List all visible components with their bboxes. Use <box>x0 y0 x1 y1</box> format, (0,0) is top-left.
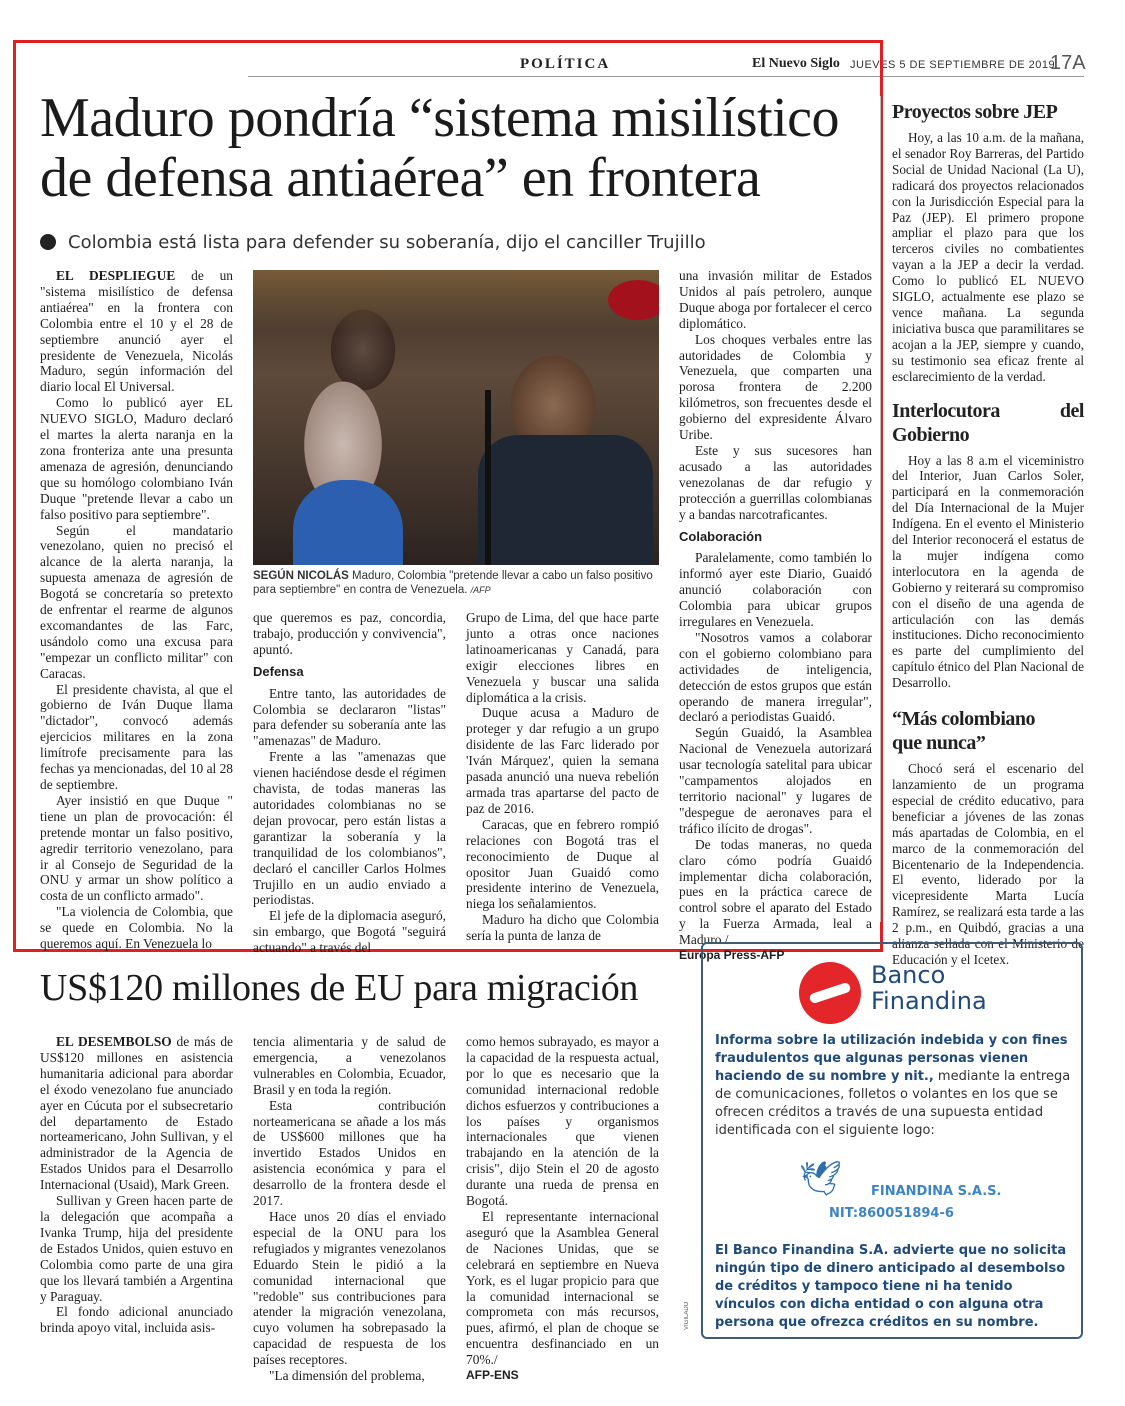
newspaper-name: El Nuevo Siglo <box>752 56 840 71</box>
bullet-icon <box>40 234 56 250</box>
paragraph: "La dimensión del problema, <box>269 1368 425 1384</box>
paragraph: como hemos subrayado, es mayor a la capacidad de la respuesta actual, por lo que es necesario que la comunidad internacional redoble dichos esfuerzos y contribuciones a los países y organismos internacionales que vienen trabajando en la atención de la crisis", dijo Stein el 20 de agosto durante una rueda de prensa en Bogotá. <box>466 1034 659 1209</box>
fake-entity-name: FINANDINA S.A.S. <box>871 1184 1002 1199</box>
article-column-2 <box>253 610 446 956</box>
news-photo <box>253 270 659 565</box>
bank-name: Banco Finandina <box>871 961 987 1015</box>
paragraph: El representante internacional aseguró que la Asamblea General de Naciones Unidas, que se celebrará en septiembre en Nueva York, es el lugar propicio para que la comunidad internacional se comprometa con más recursos, pues, afirmó, el plan de choque se encuentra desfinanciado en un 70%./ <box>466 1208 659 1368</box>
headline-line-1: Maduro pondría “sistema misilístico <box>40 87 840 149</box>
lead-in: EL DESEMBOLSO <box>56 1034 172 1049</box>
paragraph: que queremos es paz, concordia, trabajo, producción y convivencia", apuntó. <box>253 610 446 657</box>
brief-text: Hoy a las 8 a.m el viceministro del Interior, Juan Carlos Soler, participará en la conmemoración del Día Internacional de la Mujer Indígena. En el evento el Ministerio del Interior reconocerá el estatus de la mujer indígena como interlocutora en la agenda de Gobierno y reiterará su compromiso con el diseño de una agenda de articulación con las demás instituciones. Dicho reconocimiento es parte del cumplimiento del capítulo étnico del Plan Nacional de Desarrollo. <box>892 452 1084 691</box>
ad-warning: El Banco Finandina S.A. advierte que no solicita ningún tipo de dinero anticipado al desembolso de créditos y tampoco tiene ni ha tenido vínculos con dicha entidad o con alguna otra persona que ofrezca créditos en su nombre. <box>715 1243 1067 1330</box>
section-label: POLÍTICA <box>520 56 611 72</box>
subhead-colaboracion: Colaboración <box>679 528 763 544</box>
second-headline: US$120 millones de EU para migración <box>40 967 639 1009</box>
paragraph: de un "sistema misilístico de defensa antiaérea" en la frontera con Colombia entre el 10 y el 28 de septiembre anunció ayer el presidente de Venezuela, Nicolás Maduro, según información del diario local El Universal. <box>40 268 233 395</box>
paragraph: "La violencia de Colombia, que se quede en Colombia. No la queremos aquí. En Venezuela lo <box>40 904 233 952</box>
bird-logo-icon: 🕊 <box>799 1161 843 1198</box>
brief-text: Hoy, a las 10 a.m. de la mañana, el senador Roy Barreras, del Partido Social de Unidad Nacional (La U), radicará dos proyectos relacionados con la Jurisdicción Especial para la Paz (JEP). El primero propone ampliar el plazo para que los terceros civiles no combatientes vayan a la JEP a decir la verdad. Como lo publicó EL NUEVO SIGLO, actualmente ese plazo se vence mañana. La segunda iniciativa busca que paramilitares se acojan a la JEP, siempre y cuando, su testimonio sea eficaz frente al esclarecimiento de la verdad. <box>892 130 1084 384</box>
caption-text: Maduro, Colombia "pretende llevar a cabo un falso positivo para septiembre" en contra de Venezuela. <box>253 570 653 596</box>
brief-heading: Proyectos sobre JEP <box>892 101 1058 123</box>
paragraph: tencia alimentaria y de salud de emergencia, a venezolanos vulnerables en Colombia, Ecuador, Brasil y en toda la región. <box>253 1034 446 1097</box>
sidebar-briefs <box>892 100 1084 968</box>
paragraph: Hace unos 20 días el enviado especial de la ONU para los refugiados y migrantes venezolanos Eduardo Stein le pidió a la comunidad internacional que "redoble" sus contribuciones para atender la migración venezolana, cuyo volumen ha sobrepasado la capacidad de respuesta de los países receptores. <box>253 1208 446 1368</box>
paragraph: De todas maneras, no queda claro cómo podría Guaidó implementar dicha colaboración, pues en la práctica carece de control sobre el aparato del Estado y la Fuerza Armada, leal a Maduro./ <box>679 836 872 948</box>
paragraph: una invasión militar de Estados Unidos al país petrolero, aunque Duque aboga por fortalecer el cerco diplomático. <box>679 268 872 331</box>
photo-credit: /AFP <box>470 585 491 595</box>
paragraph: "Nosotros vamos a colaborar con el gobierno colombiano para actividades de inteligencia, detección de estos grupos que están operando de manera irregular", declaró a periodistas Guaidó. <box>679 629 872 725</box>
caption-lead: SEGÚN NICOLÁS <box>253 570 349 582</box>
subhead-defensa: Defensa <box>253 663 304 679</box>
second-column-1 <box>40 1034 233 1336</box>
paragraph: Según Guaidó, la Asamblea Nacional de Venezuela autorizará usar tecnología satelital para ubicar "campamentos alojados en territorio nacional" y lugares de "despegue de aeronaves para el tráfico ilícito de drogas". <box>679 725 872 836</box>
vigilado-mark: VIGILADO <box>684 1301 690 1330</box>
byline: AFP-ENS <box>466 1368 519 1383</box>
second-column-3 <box>466 1034 659 1384</box>
paragraph: Frente a las "amenazas que vienen haciéndose desde el régimen chavista, de todas maneras las autoridades colombianas no se dejan provocar, pero están listas a garantizar la soberanía y la tranquilidad de los colombianos", declaró el canciller Carlos Holmes Trujillo en un audio enviado a periodistas. <box>253 749 446 908</box>
fake-entity-nit: NIT:860051894-6 <box>829 1206 954 1221</box>
paragraph: Ayer insistió en que Duque " tiene un plan de provocación: él pretende montar un falso positivo, agredir territorio venezolano, para ir al Consejo de Seguridad de la ONU y armar un show político a costa de un conflicto armado". <box>40 792 233 904</box>
paragraph: Esta contribución norteamericana se añade a los más de US$600 millones que ha invertido Estados Unidos en asistencia económica y para el desarrollo de la frontera desde el 2017. <box>253 1097 446 1209</box>
paragraph: Entre tanto, las autoridades de Colombia se declararon "listas" para defender su soberanía ante las "amenazas" de Maduro. <box>253 685 446 749</box>
photo-caption <box>253 569 659 597</box>
paragraph: de más de US$120 millones en asistencia humanitaria adicional para abordar el éxodo venezolano fue anunciado ayer en Cúcuta por el subsecretario del departamento de Estado norteamericano, John Sullivan, y el administrador de la Agencia de Estados Unidos para el Desarrollo Internacional (Usaid), Mark Green. <box>40 1034 233 1193</box>
brief-heading-line: “Más colombiano <box>892 708 1036 731</box>
paragraph: El jefe de la diplomacia aseguró, sin embargo, que Bogotá "seguirá actuando" a través del <box>253 908 446 956</box>
page-number: 17A <box>1050 52 1086 74</box>
lead-in: EL DESPLIEGUE <box>56 268 176 283</box>
article-column-1 <box>40 268 233 952</box>
byline: Europa Press-AFP <box>679 948 785 963</box>
article-column-4 <box>679 268 872 964</box>
issue-date: JUEVES 5 DE SEPTIEMBRE DE 2019 <box>850 59 1056 71</box>
brief-heading: Interlocutora del Gobierno <box>892 399 1084 446</box>
second-column-2 <box>253 1034 446 1384</box>
paragraph: Este y sus sucesores han acusado a las autoridades venezolanas de dar refugio y protección a guerrillas colombianas y a bandas narcotraficantes. <box>679 442 872 522</box>
paragraph: Duque acusa a Maduro de proteger y dar refugio a un grupo disidente de las Farc liderado por 'Iván Márquez', quien la semana pasada anunció una nueva rebelión armada tras apartarse del pacto de paz de 2016. <box>466 705 659 816</box>
paragraph: Como lo publicó ayer EL NUEVO SIGLO, Maduro declaró el martes la alerta naranja en la zona fronteriza ante una presunta amenaza de agresión, denunciando que su homólogo colombiano Iván Duque "pretende llevar a cabo un falso positivo para septiembre". <box>40 395 233 522</box>
article-column-3 <box>466 610 659 944</box>
brief-heading-line: que nunca” <box>892 732 986 755</box>
paragraph: Grupo de Lima, del que hace parte junto a otras once naciones latinoamericanas y Canadá, para exigir elecciones libres en Venezuela y buscar una salida diplomática a la crisis. <box>466 610 659 705</box>
bank-logo-icon <box>799 962 861 1024</box>
paragraph: Caracas, que en febrero rompió relaciones con Bogotá tras el reconocimiento de Duque al opositor Juan Guaidó como presidente interino de Venezuela, niega los señalamientos. <box>466 816 659 912</box>
main-headline <box>40 88 870 208</box>
ad-notice: Informa sobre la utilización indebida y con fines fraudulentos que algunas personas vienen haciendo de su nombre y nit., mediante la entrega de comunicaciones, folletos o volantes en los que se ofrecen créditos a través de una supuesta entidad identificada con el siguiente logo: <box>715 1033 1071 1138</box>
subheadline-text: Colombia está lista para defender su soberanía, dijo el canciller Trujillo <box>68 232 706 253</box>
sidebar-divider <box>880 96 881 922</box>
paragraph: El presidente chavista, al que el gobierno de Iván Duque llama "dictador", convocó además ejercicios militares en la zona limítrofe precisamente para las fechas ya mencionadas, del 10 al 28 de septiembre. <box>40 681 233 792</box>
bank-advertisement <box>701 942 1083 1339</box>
headline-line-2: de defensa antiaérea” en frontera <box>40 147 761 209</box>
paragraph: Paralelamente, como también lo informó ayer este Diario, Guaidó anunció colaboración con Colombia para ubicar grupos irregulares en Venezuela. <box>679 550 872 630</box>
paragraph: Según el mandatario venezolano, quien no precisó el alcance de la alerta naranja, la supuesta amenaza de agresión de Bogotá se concretaría so pretexto de enfrentar el rearme de algunos excomandantes de las Farc, usándolo como una excusa para "empezar un conflicto militar" con Caracas. <box>40 522 233 681</box>
paragraph: Los choques verbales entre las autoridades de Colombia y Venezuela, que comparten una porosa frontera de 2.200 kilómetros, son frecuentes desde el gobierno del expresidente Álvaro Uribe. <box>679 331 872 443</box>
brief-text: Chocó será el escenario del lanzamiento de un programa especial de crédito educativo, para beneficiar a jóvenes de las zonas más apartadas de Colombia, en el marco de la conmemoración del Bicentenario de la Independencia. El evento, liderado por la vicepresidente Marta Lucía Ramírez, se realizará esta tarde a las 2 p.m., en Quibdó, gracias a una alianza sellada con el Ministerio de Educación y el Icetex. <box>892 761 1084 967</box>
paragraph: Maduro ha dicho que Colombia sería la punta de lanza de <box>466 912 659 944</box>
paragraph: Sullivan y Green hacen parte de la delegación que acompaña a Ivanka Trump, hija del presidente de Estados Unidos, quien estuvo en Colombia como parte de una gira que los llevará también a Argentina y Paraguay. <box>40 1193 233 1304</box>
microphone-icon <box>485 390 491 565</box>
paragraph: El fondo adicional anunciado brinda apoyo vital, incluida asis- <box>40 1304 233 1336</box>
brief-heading <box>892 707 1084 755</box>
subheadline <box>40 232 706 253</box>
